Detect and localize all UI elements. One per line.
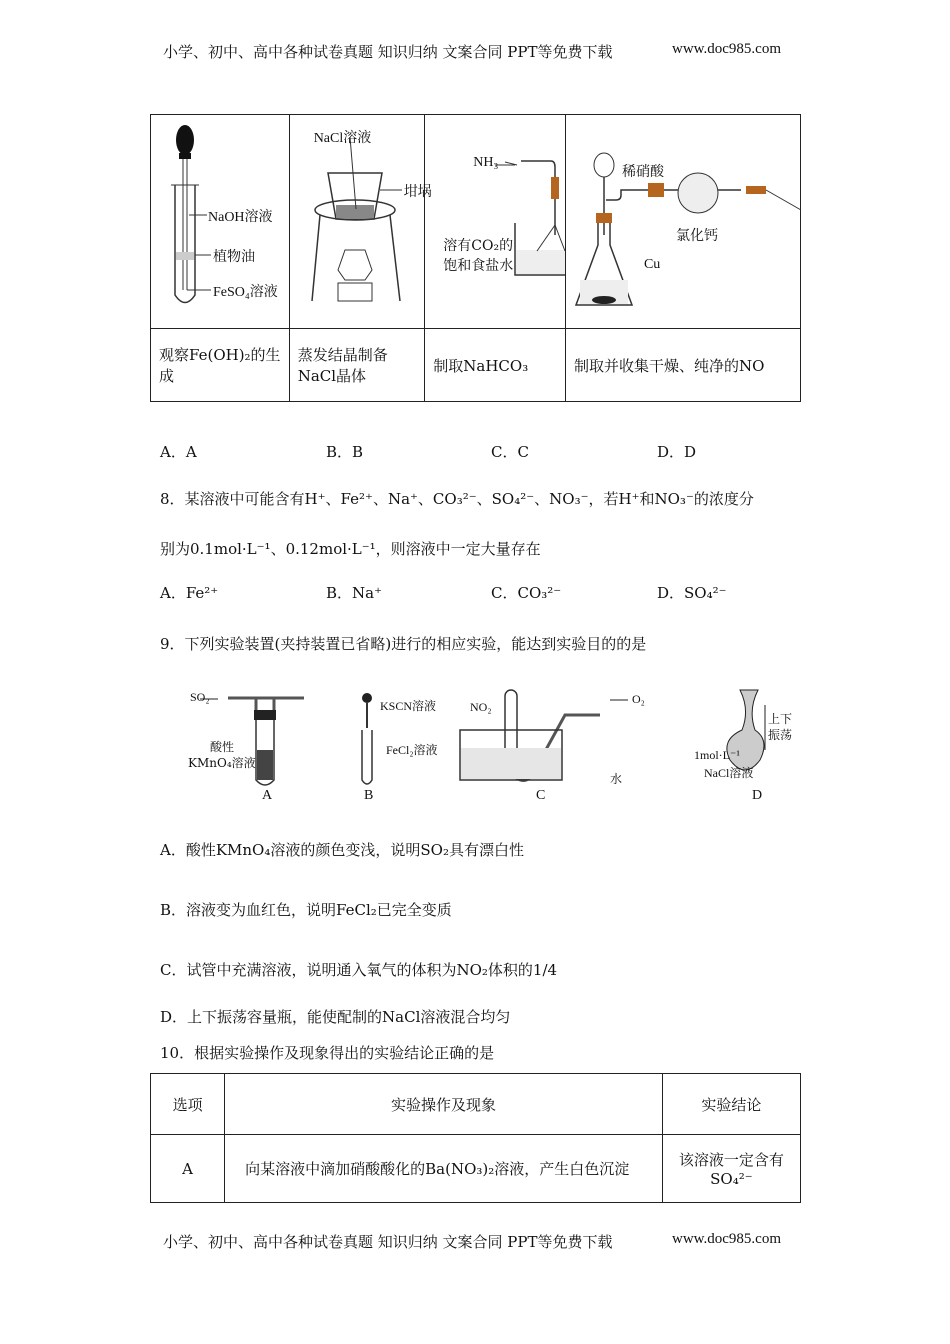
conclusion-line1: 该溶液一定含有 — [678, 1151, 784, 1169]
q8-option-b[interactable]: B．Na⁺ — [326, 584, 383, 602]
row-operation: 向某溶液中滴加硝酸酸化的Ba(NO₃)₂溶液，产生白色沉淀 — [225, 1135, 663, 1203]
q9-stem: 9．下列实验装置(夹持装置已省略)进行的相应实验，能达到实验目的的是 — [160, 635, 647, 653]
q8-option-c[interactable]: C．CO₃²⁻ — [491, 584, 562, 602]
figure-cell-d — [565, 115, 800, 329]
oil-label: 植物油 — [213, 249, 255, 265]
q9-option-a[interactable]: A．酸性KMnO₄溶液的颜色变浅，说明SO₂具有漂白性 — [160, 841, 524, 859]
row-option: A — [151, 1135, 225, 1203]
acidic-label: 酸性 — [210, 740, 235, 754]
shake-label-2: 振荡 — [768, 728, 793, 742]
q9-option-d[interactable]: D．上下振荡容量瓶，能使配制的NaCl溶液混合均匀 — [160, 1008, 511, 1026]
figure-cell-a — [151, 115, 290, 329]
footer-url[interactable]: www.doc985.com — [672, 1231, 782, 1247]
q8-option-d[interactable]: D．SO₄²⁻ — [657, 584, 727, 602]
solution-label-2: 饱和食盐水 — [443, 258, 514, 274]
figure-letter-b: B — [364, 788, 374, 803]
concentration-label: 1mol·L⁻¹ — [694, 748, 740, 762]
kmno4-label: KMnO₄溶液 — [188, 756, 256, 770]
q8-stem-line2: 别为0.1mol·L⁻¹、0.12mol·L⁻¹，则溶液中一定大量存在 — [160, 540, 541, 558]
q9-figures — [170, 670, 810, 810]
header-text: 小学、初中、高中各种试卷真题 知识归纳 文案合同 PPT等免费下载 — [163, 43, 613, 61]
header-option: 选项 — [151, 1074, 225, 1135]
naoh-label: NaOH溶液 — [208, 210, 273, 225]
q7-table — [150, 114, 801, 402]
no-preparation-figure — [566, 115, 801, 327]
fecl2-label: FeCl₂溶液 — [386, 743, 438, 757]
q9-option-c[interactable]: C．试管中充满溶液，说明通入氧气的体积为NO₂体积的1/4 — [160, 961, 558, 979]
figure-letter-a: A — [262, 788, 273, 803]
q8-option-a[interactable]: A．Fe²⁺ — [160, 584, 219, 602]
caption-d: 制取并收集干燥、纯净的NO — [565, 329, 800, 402]
footer-text: 小学、初中、高中各种试卷真题 知识归纳 文案合同 PPT等免费下载 — [163, 1233, 613, 1251]
header-url[interactable]: www.doc985.com — [672, 41, 782, 57]
nacl-label: NaCl溶液 — [704, 766, 754, 780]
q7-option-d[interactable]: D．D — [657, 443, 697, 461]
q7-option-b[interactable]: B．B — [326, 443, 364, 461]
q7-option-a[interactable]: A．A — [160, 443, 197, 461]
conclusion-line2: SO₄²⁻ — [710, 1170, 753, 1188]
cu-label: Cu — [643, 257, 661, 272]
nahco3-figure — [425, 115, 565, 327]
header-conclusion: 实验结论 — [662, 1074, 800, 1135]
q7-option-c[interactable]: C．C — [491, 443, 529, 461]
nh3-label: NH₃ — [473, 155, 499, 170]
shake-label-1: 上下 — [768, 712, 793, 726]
cacl2-label: 氯化钙 — [675, 228, 718, 244]
q10-table — [150, 1073, 801, 1203]
row-conclusion — [662, 1135, 800, 1203]
q10-stem: 10．根据实验操作及现象得出的实验结论正确的是 — [160, 1044, 495, 1062]
water-label: 水 — [610, 772, 623, 786]
figure-cell-c — [425, 115, 566, 329]
so2-label: SO₂ — [190, 690, 210, 704]
q8-stem-line1: 8．某溶液中可能含有H⁺、Fe²⁺、Na⁺、CO₃²⁻、SO₄²⁻、NO₃⁻，若H⁺和NO₃⁻的浓度分 — [160, 490, 754, 508]
caption-c: 制取NaHCO₃ — [425, 329, 566, 402]
figure-letter-c: C — [536, 788, 546, 803]
crucible-label: 坩埚 — [403, 184, 432, 200]
feso4-label: FeSO₄溶液 — [213, 285, 278, 300]
caption-a: 观察Fe(OH)₂的生成 — [151, 329, 290, 402]
nacl-solution-label: NaCl溶液 — [313, 131, 372, 146]
caption-b: 蒸发结晶制备NaCl晶体 — [289, 329, 425, 402]
table-row — [151, 1135, 801, 1203]
o2-label: O₂ — [632, 692, 645, 706]
kscn-label: KSCN溶液 — [380, 699, 437, 713]
figure-cell-b — [289, 115, 432, 329]
q9-option-b[interactable]: B．溶液变为血红色，说明FeCl₂已完全变质 — [160, 901, 452, 919]
dilute-nitric-acid-label: 稀硝酸 — [621, 164, 664, 180]
figure-letter-d: D — [752, 788, 763, 803]
solution-label-1: 溶有CO₂的 — [443, 238, 514, 254]
no2-label: NO₂ — [470, 700, 492, 714]
header-operation: 实验操作及现象 — [225, 1074, 663, 1135]
